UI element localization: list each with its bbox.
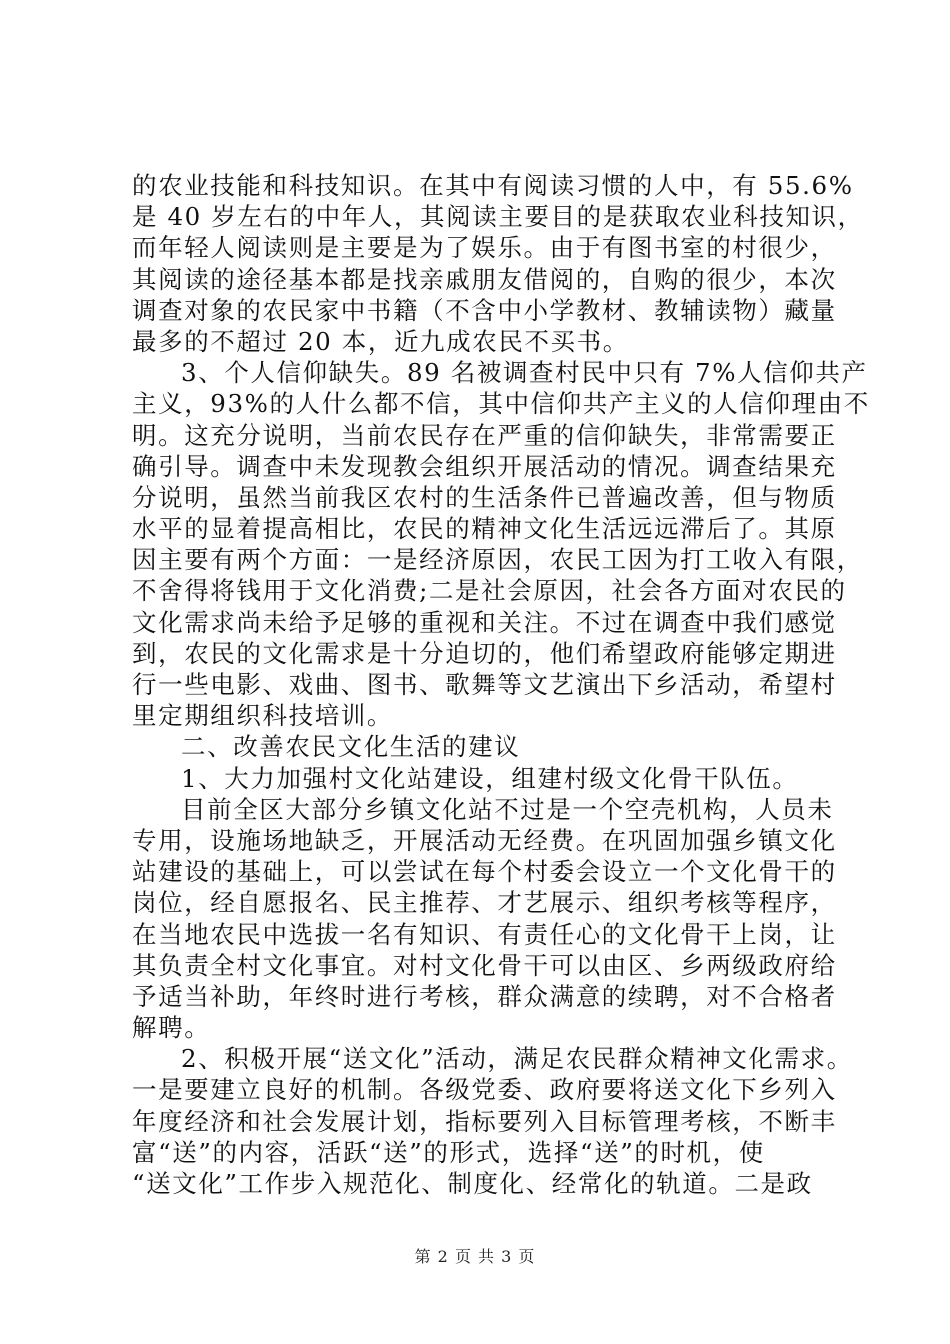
text-line: 的农业技能和科技知识。在其中有阅读习惯的人中，有 55.6%	[132, 171, 854, 200]
text-line: 一是要建立良好的机制。各级党委、政府要将送文化下乡列入	[132, 1075, 837, 1105]
text-line: 解聘。	[132, 1013, 211, 1043]
text-line: 二、改善农民文化生活的建议	[181, 732, 521, 762]
text-line: 不舍得将钱用于文化消费;二是社会原因，社会各方面对农民的	[132, 576, 847, 606]
text-line: “送文化”工作步入规范化、制度化、经常化的轨道。二是政	[132, 1169, 813, 1198]
document-body	[132, 170, 870, 1199]
text-line: 专用，设施场地缺乏，开展活动无经费。在巩固加强乡镇文化	[132, 825, 837, 855]
text-line: 里定期组织科技培训。	[132, 701, 393, 731]
text-line: 是 40 岁左右的中年人，其阅读主要目的是获取农业科技知识，	[132, 202, 864, 232]
text-line: 予适当补助，年终时进行考核，群众满意的续聘，对不合格者	[132, 981, 837, 1011]
text-line: 站建设的基础上，可以尝试在每个村委会设立一个文化骨干的	[132, 857, 837, 887]
text-line: 调查对象的农民家中书籍（不含中小学教材、教辅读物）藏量	[132, 295, 837, 325]
text-line: 其负责全村文化事宜。对村文化骨干可以由区、乡两级政府给	[132, 950, 837, 980]
text-line: 最多的不超过 20 本，近九成农民不买书。	[132, 326, 629, 356]
text-line: 目前全区大部分乡镇文化站不过是一个空壳机构，人员未	[181, 794, 834, 824]
text-line: 在当地农民中选拔一名有知识、有责任心的文化骨干上岗，让	[132, 919, 837, 949]
text-line: 1、大力加强村文化站建设，组建村级文化骨干队伍。	[181, 763, 799, 793]
text-line: 富“送”的内容，活跃“送”的形式，选择“送”的时机，使	[132, 1137, 765, 1167]
text-line: 主义，93%的人什么都不信，其中信仰共产主义的人信仰理由不	[132, 389, 870, 419]
text-line: 2、积极开展“送文化”活动，满足农民群众精神文化需求。	[181, 1044, 853, 1074]
text-line: 明。这充分说明，当前农民存在严重的信仰缺失，非常需要正	[132, 420, 837, 450]
text-line: 而年轻人阅读则是主要是为了娱乐。由于有图书室的村很少，	[132, 233, 837, 263]
text-line: 因主要有两个方面：一是经济原因，农民工因为打工收入有限，	[132, 545, 863, 575]
text-line: 水平的显着提高相比，农民的精神文化生活远远滞后了。其原	[132, 514, 837, 544]
text-line: 行一些电影、戏曲、图书、歌舞等文艺演出下乡活动，希望村	[132, 670, 837, 699]
text-line: 年度经济和社会发展计划，指标要列入目标管理考核，不断丰	[132, 1106, 837, 1136]
text-line: 确引导。调查中未发现教会组织开展活动的情况。调查结果充	[132, 451, 837, 481]
text-line: 其阅读的途径基本都是找亲戚朋友借阅的，自购的很少，本次	[132, 264, 837, 294]
text-line: 3、个人信仰缺失。89 名被调查村民中只有 7%人信仰共产	[181, 358, 868, 388]
text-line: 分说明，虽然当前我区农村的生活条件已普遍改善，但与物质	[132, 482, 837, 512]
text-line: 到，农民的文化需求是十分迫切的，他们希望政府能够定期进	[132, 638, 837, 668]
page-footer: 第 2 页 共 3 页	[414, 1247, 536, 1266]
text-line: 岗位，经自愿报名、民主推荐、才艺展示、组织考核等程序，	[132, 888, 837, 918]
text-line: 文化需求尚未给予足够的重视和关注。不过在调查中我们感觉	[132, 607, 837, 637]
